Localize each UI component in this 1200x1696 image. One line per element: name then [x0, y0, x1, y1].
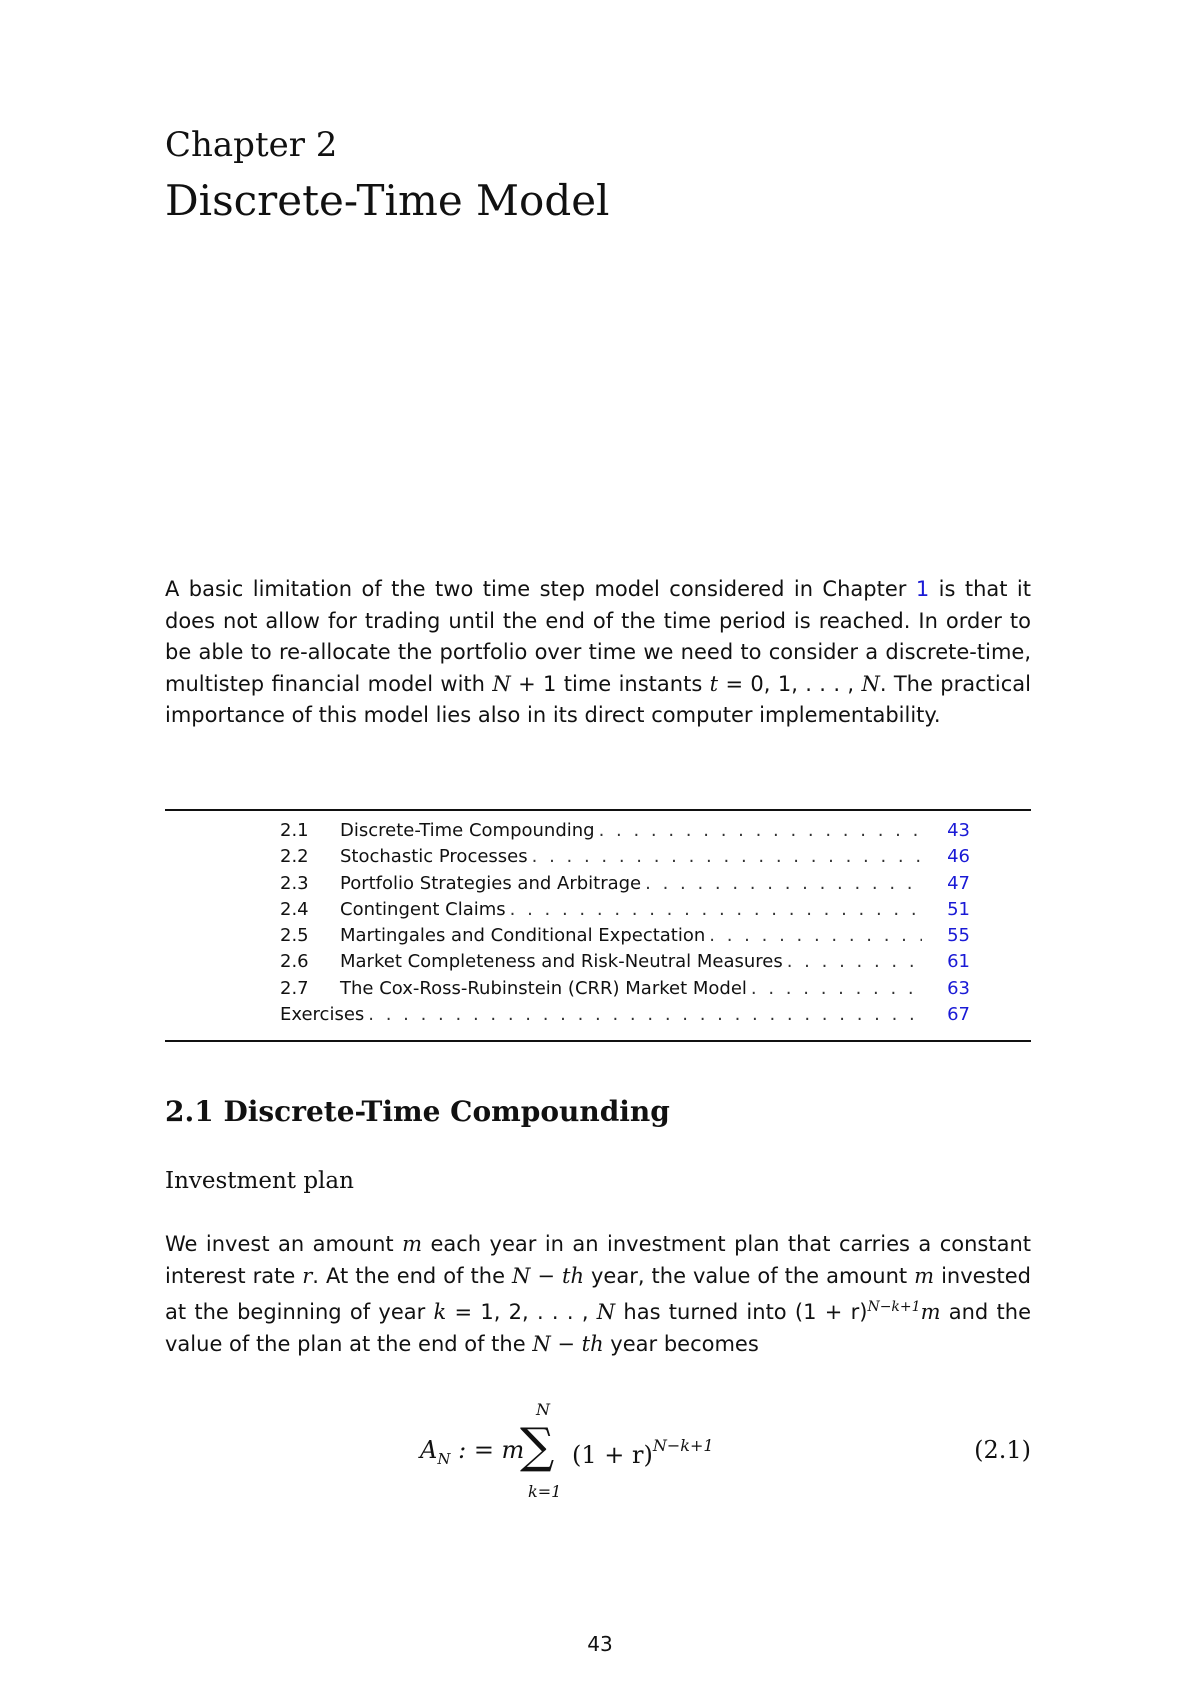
toc-entry-number: 2.5 [280, 925, 309, 947]
toc-entry[interactable] [280, 899, 970, 925]
toc-page-link[interactable]: 47 [947, 872, 970, 894]
toc-leader-dots [645, 873, 922, 894]
sum-upper-limit: N [536, 1400, 550, 1419]
toc-page-link[interactable]: 43 [947, 820, 970, 841]
toc-entry-title: Exercises [280, 1004, 365, 1026]
toc-entry-number: 2.4 [280, 898, 309, 920]
toc-leader-dots [787, 951, 922, 972]
toc-entry-title: Contingent Claims [340, 898, 506, 920]
equation-2-1 [420, 1400, 1031, 1500]
toc-entry-title: The Cox-Ross-Rubinstein (CRR) Market Model [340, 977, 747, 999]
toc-entry-number: 2.1 [280, 820, 309, 841]
toc-entry[interactable] [280, 951, 970, 977]
toc-page-link[interactable]: 63 [947, 977, 970, 999]
toc-leader-dots [532, 846, 922, 867]
sum-lower-limit: k=1 [528, 1482, 562, 1501]
toc-entry[interactable] [280, 978, 970, 1004]
chapter-title: Discrete-Time Model [165, 176, 610, 225]
toc-leader-dots [368, 1004, 922, 1025]
toc-leader-dots [510, 899, 922, 920]
toc-page-link[interactable]: 46 [947, 846, 970, 868]
equation-number: (2.1) [974, 1436, 1031, 1464]
intro-paragraph: A basic limitation of the two time step model considered in Chapter 1 is that it does not allow for trading until the end of the time period is reached. In order to be able to re-allocate the portfolio over time we need to consider a discrete-time, multistep financial model with N + 1 time instants t = 0, 1, . . . , N. The practical importance of this model lies also in its direct computer implementability. [165, 577, 1031, 727]
page-number: 43 [587, 1632, 613, 1656]
chapter-link[interactable]: 1 [915, 577, 930, 601]
toc-page-link[interactable]: 51 [947, 898, 970, 920]
toc-entry-number: 2.3 [280, 872, 309, 894]
toc-leader-dots [599, 820, 922, 841]
chapter-label: Chapter 2 [165, 125, 338, 165]
toc-entry-title: Discrete-Time Compounding [340, 820, 595, 841]
table-of-contents [280, 820, 970, 1030]
equation-rhs: $(1 + r)^{N-k+1}$ [572, 1436, 714, 1469]
toc-entry-title: Martingales and Conditional Expectation [340, 925, 706, 947]
equation-lhs: $A_N$ : = m [420, 1436, 525, 1468]
toc-entry-number: 2.6 [280, 951, 309, 973]
toc-entry-number: 2.2 [280, 846, 309, 868]
toc-leader-dots [709, 925, 922, 946]
body-paragraph: We invest an amount m each year in an investment plan that carries a constant interest rate r. At the end of the N − th year, the value of the amount m invested at the beginning of year k = 1, 2, . . . , N has turned into $(1 + r)^{N-k+1}m$ and the value of the plan at the end of the N − th year becomes [165, 1232, 1032, 1356]
toc-entry-title: Portfolio Strategies and Arbitrage [340, 872, 642, 894]
toc-entry[interactable] [280, 925, 970, 951]
section-heading: 2.1 Discrete-Time Compounding [165, 1095, 670, 1128]
summation-sign: ∑ [520, 1418, 555, 1474]
toc-top-rule [165, 809, 1031, 811]
toc-entry-number: 2.7 [280, 977, 309, 999]
toc-page-link[interactable]: 61 [947, 951, 970, 973]
toc-leader-dots [751, 978, 922, 999]
toc-entry[interactable] [280, 873, 970, 899]
subsection-heading: Investment plan [165, 1168, 354, 1194]
toc-entry-title: Stochastic Processes [340, 846, 528, 868]
toc-page-link[interactable]: 67 [947, 1004, 970, 1026]
toc-bottom-rule [165, 1040, 1031, 1042]
toc-entry[interactable] [280, 1004, 970, 1030]
toc-entry[interactable] [280, 820, 970, 846]
toc-entry-title: Market Completeness and Risk-Neutral Measures [340, 951, 783, 973]
toc-entry[interactable] [280, 846, 970, 872]
toc-page-link[interactable]: 55 [947, 925, 970, 947]
